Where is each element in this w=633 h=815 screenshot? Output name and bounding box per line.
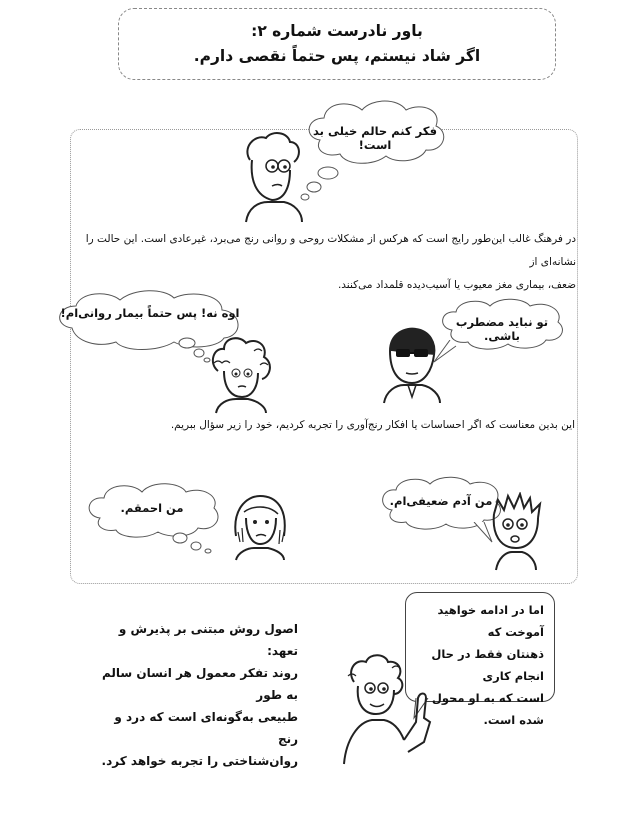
bubble-text-dont-worry: تو نباید مضطرب باشی. [455,315,549,343]
paragraph-2: این بدین معناست که اگر احساسات یا افکار رنج‌آوری را تجربه کردیم، خود را زیر سؤال ببریم. [170,419,575,431]
principles-line-1: اصول روش مبتنی بر پذیرش و تعهد: [118,622,298,658]
curly-haired-person-icon [204,335,279,415]
paragraph-1-line-2: ضعف، بیماری مغز معیوب یا آسیب‌دیده قلمداد می‌کنند. [337,279,576,291]
sunglasses-person-icon [376,325,446,405]
thought-trail-icon [170,530,220,556]
principles-line-4: روان‌شناختی را تجربه خواهد کرد. [101,754,298,768]
bubble-text-mentally-ill: اوه نه! پس حتماً بیمار روانی‌ام! [60,306,240,320]
long-haired-person-icon [228,492,293,562]
title-line-2: اگر شاد نیستم، پس حتماً نقصی دارم. [193,47,481,65]
paragraph-1-line-1: در فرهنگ غالب این‌طور رایج است که هرکس از مشکلات روحی و روانی رنج می‌برد، غیرعادی است. این حالت را نشانه‌ای از [85,233,576,268]
principles-line-3: طبیعی به‌گونه‌ای است که درد و رنج [114,710,298,746]
callout-line-3: است که به او محول شده است. [431,691,544,727]
bubble-text-feeling-bad: فکر کنم حالم خیلی بد است! [312,124,437,152]
act-principles [98,618,298,772]
bubble-text-stupid: من احمقم. [120,501,184,515]
title-line-1: باور نادرست شماره ۲: [251,22,423,40]
callout-line-1: اما در ادامه خواهید آموخت که [437,603,544,639]
thought-bubble-feeling-bad [300,96,450,168]
principles-line-2: روند تفکر معمول هر انسان سالم به طور [101,666,298,702]
bubble-text-weak: من آدم ضعیفی‌ام. [389,494,493,508]
pointing-person-icon [338,652,438,767]
title-box [118,8,556,80]
spiky-haired-person-icon [486,492,546,572]
callout-line-2: ذهنتان فقط در حال انجام کاری [431,647,544,683]
worried-person-icon [232,130,312,225]
